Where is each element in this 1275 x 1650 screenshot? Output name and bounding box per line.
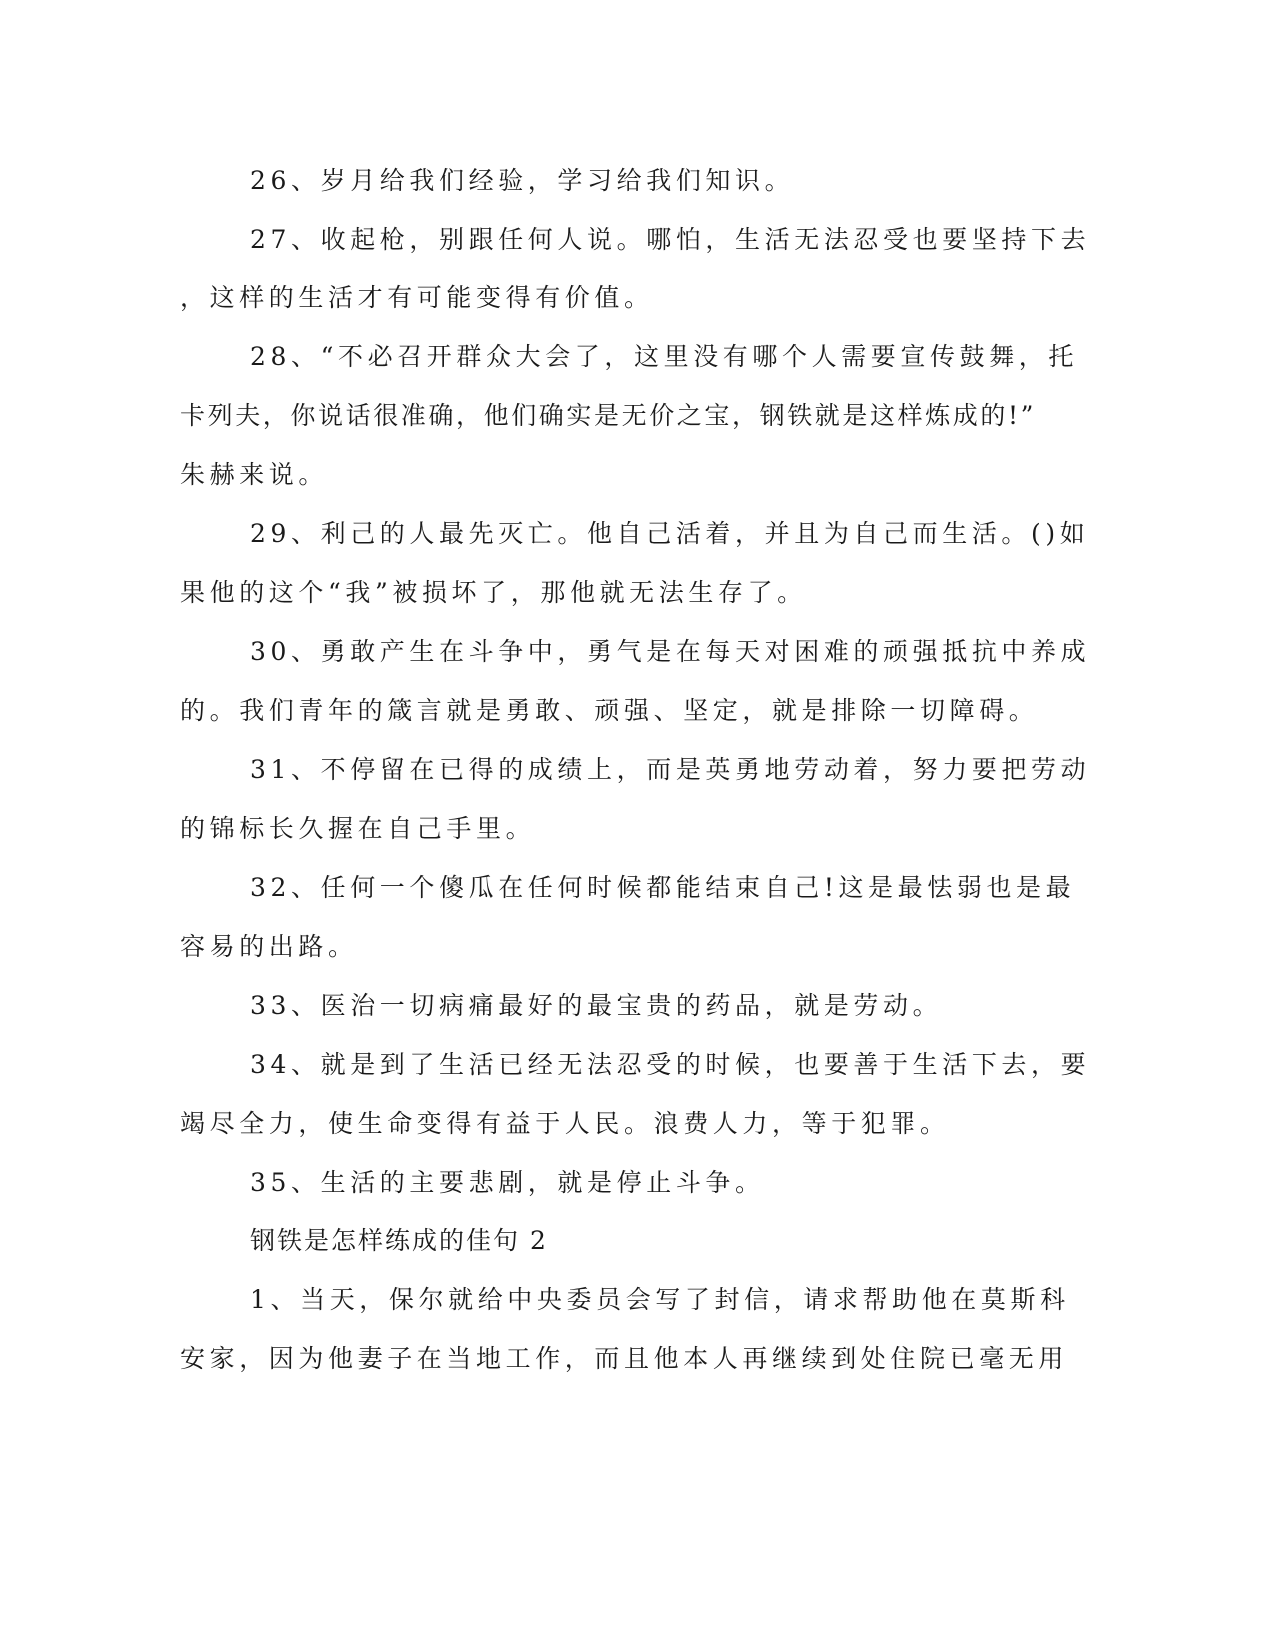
text-line-item-31: 31、不停留在已得的成绩上，而是英勇地劳动着，努力要把劳动	[250, 755, 1091, 784]
section-heading: 钢铁是怎样练成的佳句 2	[250, 1226, 548, 1255]
text-line-item-28-end: 朱赫来说。	[180, 460, 329, 489]
text-line-item-1-cont: 安家，因为他妻子在当地工作，而且他本人再继续到处住院已毫无用	[180, 1344, 1069, 1373]
text-line-item-29-cont: 果他的这个“我”被损坏了，那他就无法生存了。	[180, 578, 807, 607]
text-line-item-28-cont: 卡列夫，你说话很准确，他们确实是无价之宝，钢铁就是这样炼成的!”	[180, 401, 1037, 430]
text-line-item-26: 26、岁月给我们经验，学习给我们知识。	[250, 166, 795, 195]
text-line-item-35: 35、生活的主要悲剧，就是停止斗争。	[250, 1168, 765, 1197]
text-line-item-27: 27、收起枪，别跟任何人说。哪怕，生活无法忍受也要坚持下去	[250, 225, 1091, 254]
text-line-item-27-cont: ，这样的生活才有可能变得有价值。	[180, 283, 654, 312]
text-line-item-33: 33、医治一切病痛最好的最宝贵的药品，就是劳动。	[250, 991, 943, 1020]
text-line-item-1: 1、当天，保尔就给中央委员会写了封信，请求帮助他在莫斯科	[250, 1285, 1070, 1314]
text-line-item-30: 30、勇敢产生在斗争中，勇气是在每天对困难的顽强抵抗中养成	[250, 637, 1091, 666]
text-line-item-30-cont: 的。我们青年的箴言就是勇敢、顽强、坚定，就是排除一切障碍。	[180, 696, 1039, 725]
text-line-item-32: 32、任何一个傻瓜在任何时候都能结束自己!这是最怯弱也是最	[250, 873, 1076, 902]
text-line-item-31-cont: 的锦标长久握在自己手里。	[180, 814, 536, 843]
text-line-item-34-cont: 竭尽全力，使生命变得有益于人民。浪费人力，等于犯罪。	[180, 1109, 950, 1138]
text-line-item-32-cont: 容易的出路。	[180, 932, 358, 961]
text-line-item-34: 34、就是到了生活已经无法忍受的时候，也要善于生活下去，要	[250, 1050, 1091, 1079]
text-line-item-29: 29、利己的人最先灭亡。他自己活着，并且为自己而生活。()如	[250, 519, 1090, 548]
text-line-item-28: 28、“不必召开群众大会了，这里没有哪个人需要宣传鼓舞，托	[250, 342, 1078, 371]
